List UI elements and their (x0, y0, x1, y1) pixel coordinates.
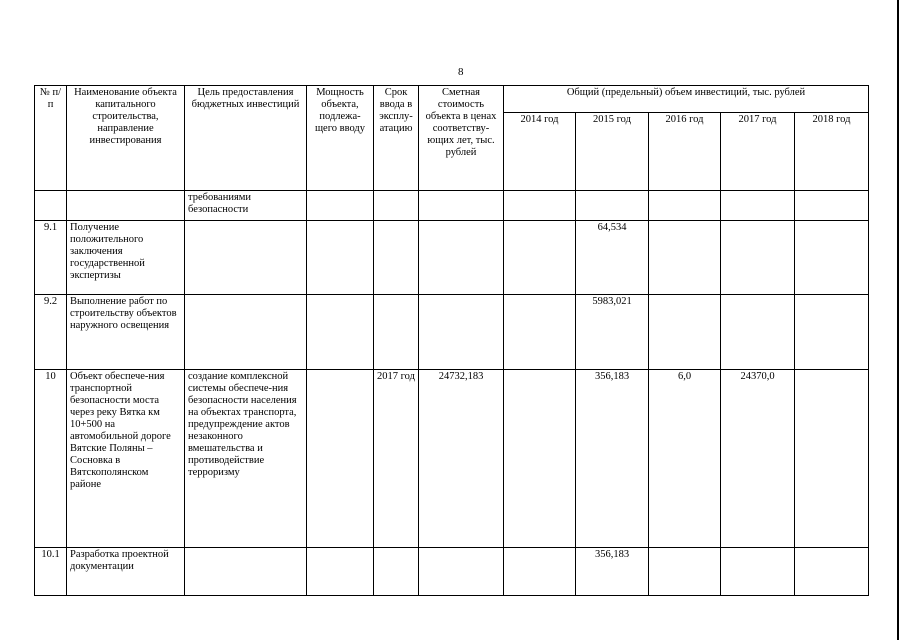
cell-2018 (795, 221, 869, 295)
header-year-2018: 2018 год (795, 113, 869, 191)
cell-name: Разработка проектной документации (67, 548, 185, 596)
table-row (35, 221, 869, 295)
table-row (35, 295, 869, 370)
header-year-2016: 2016 год (649, 113, 721, 191)
header-total: Общий (предельный) объем инвестиций, тыс. рублей (504, 86, 869, 113)
cell-2018 (795, 548, 869, 596)
header-term: Срок ввода в эксплу-атацию (374, 86, 419, 191)
header-num: № п/п (35, 86, 67, 191)
cell-2016 (649, 191, 721, 221)
cell-term (374, 295, 419, 370)
cell-goal (185, 221, 307, 295)
header-cost: Сметная стоимость объекта в ценах соответству-ющих лет, тыс. рублей (419, 86, 504, 191)
cell-term (374, 548, 419, 596)
cell-name: Выполнение работ по строительству объектов наружного освещения (67, 295, 185, 370)
table-row (35, 370, 869, 548)
cell-capacity (307, 548, 374, 596)
cell-2017 (721, 221, 795, 295)
cell-capacity (307, 295, 374, 370)
cell-2018 (795, 295, 869, 370)
cell-2015: 5983,021 (576, 295, 649, 370)
cell-2015 (576, 191, 649, 221)
page-edge-rule (897, 0, 899, 640)
cell-term: 2017 год (374, 370, 419, 548)
cell-2017 (721, 295, 795, 370)
header-year-2015: 2015 год (576, 113, 649, 191)
cell-2018 (795, 370, 869, 548)
cell-num: 10.1 (35, 548, 67, 596)
page-number: 8 (458, 66, 464, 78)
header-year-2014: 2014 год (504, 113, 576, 191)
cell-2014 (504, 548, 576, 596)
cell-num (35, 191, 67, 221)
cell-2017 (721, 548, 795, 596)
cell-name: Объект обеспече-ния транспортной безопасности моста через реку Вятка км 10+500 на автомобильной дороге Вятские Поляны – Сосновка в Вятскополянском районе (67, 370, 185, 548)
table-row (35, 548, 869, 596)
investment-table (34, 85, 869, 596)
header-name: Наименование объекта капитального строительства, направление инвестирования (67, 86, 185, 191)
cell-2014 (504, 221, 576, 295)
cell-2016 (649, 548, 721, 596)
cell-term (374, 221, 419, 295)
cell-cost (419, 295, 504, 370)
cell-capacity (307, 370, 374, 548)
cell-2015: 356,183 (576, 370, 649, 548)
cell-2016 (649, 221, 721, 295)
cell-num: 9.1 (35, 221, 67, 295)
cell-cost (419, 191, 504, 221)
cell-num: 9.2 (35, 295, 67, 370)
cell-2018 (795, 191, 869, 221)
cell-goal (185, 548, 307, 596)
cell-2015: 64,534 (576, 221, 649, 295)
table-row (35, 191, 869, 221)
cell-2014 (504, 295, 576, 370)
cell-goal: требованиями безопасности (185, 191, 307, 221)
cell-cost: 24732,183 (419, 370, 504, 548)
cell-num: 10 (35, 370, 67, 548)
cell-name (67, 191, 185, 221)
cell-2017: 24370,0 (721, 370, 795, 548)
cell-cost (419, 548, 504, 596)
cell-goal: создание комплексной системы обеспече-ния безопасности населения на объектах транспорта, предупреждение актов незаконного вмешательства и противодействие терроризму (185, 370, 307, 548)
cell-capacity (307, 191, 374, 221)
cell-2017 (721, 191, 795, 221)
cell-2014 (504, 191, 576, 221)
cell-2014 (504, 370, 576, 548)
cell-capacity (307, 221, 374, 295)
cell-2016 (649, 295, 721, 370)
cell-2015: 356,183 (576, 548, 649, 596)
cell-2016: 6,0 (649, 370, 721, 548)
header-year-2017: 2017 год (721, 113, 795, 191)
cell-cost (419, 221, 504, 295)
header-capacity: Мощность объекта, подлежа-щего вводу (307, 86, 374, 191)
cell-goal (185, 295, 307, 370)
cell-name: Получение положительного заключения государственной экспертизы (67, 221, 185, 295)
header-goal: Цель предоставления бюджетных инвестиций (185, 86, 307, 191)
cell-term (374, 191, 419, 221)
